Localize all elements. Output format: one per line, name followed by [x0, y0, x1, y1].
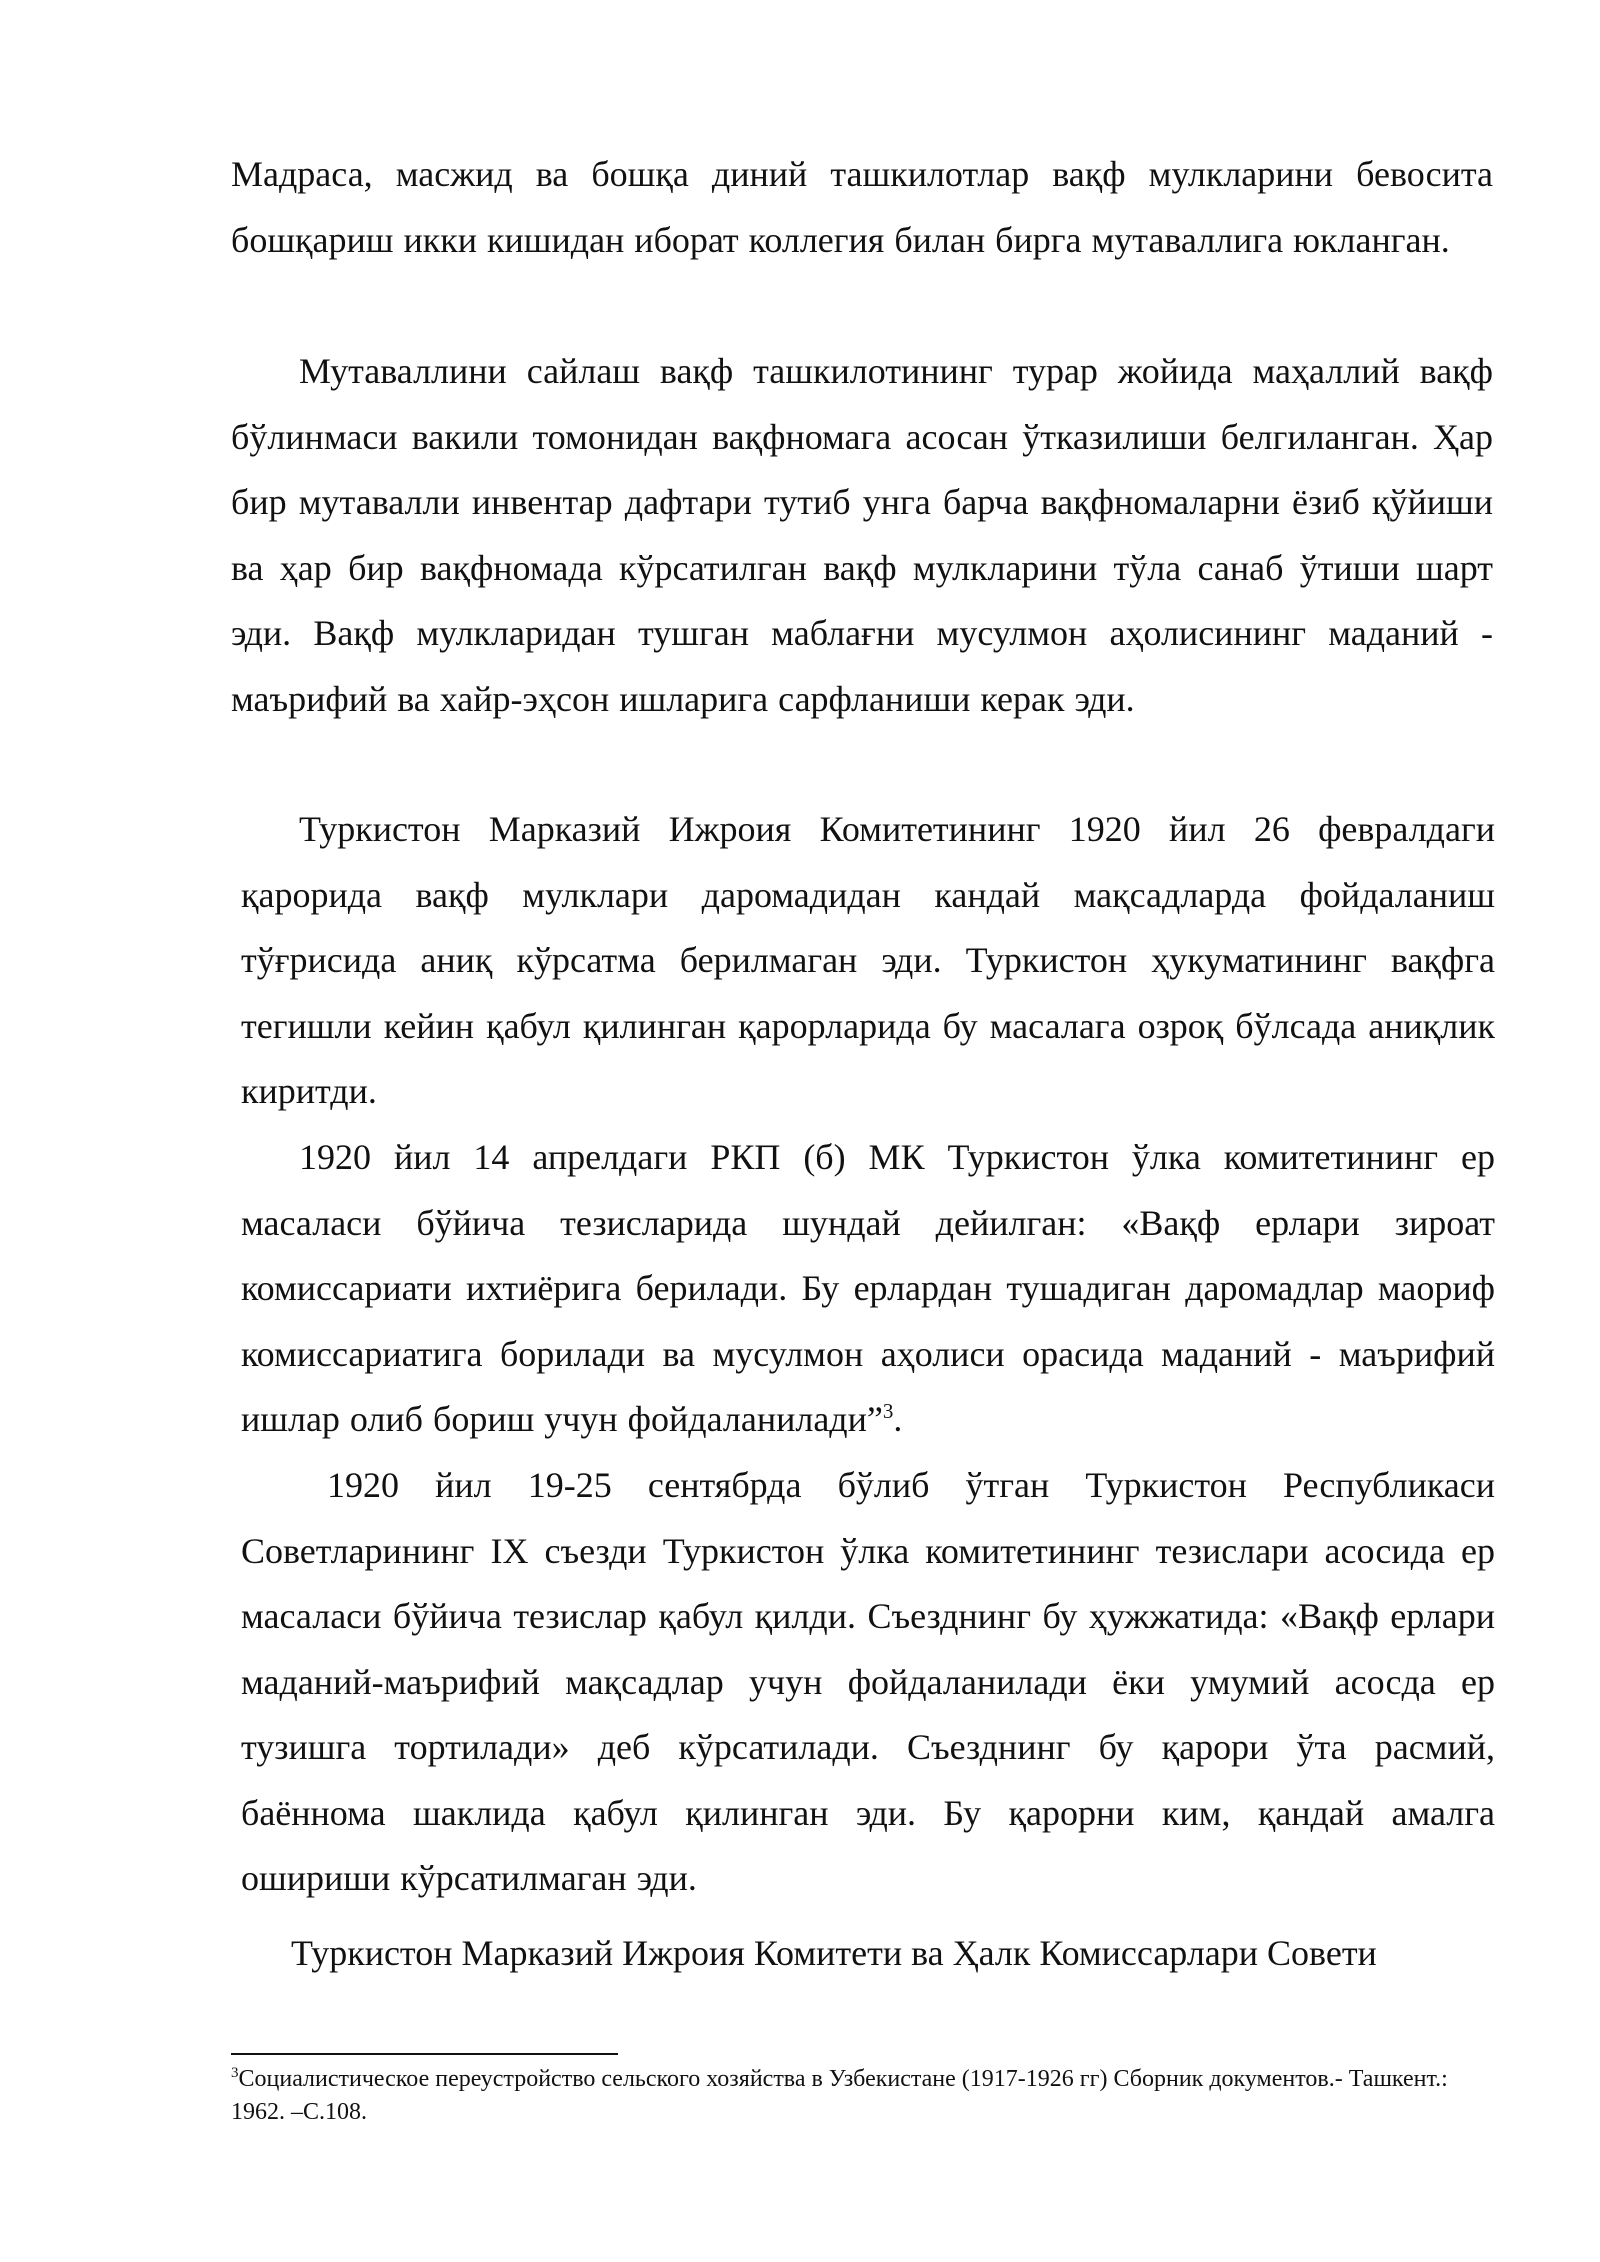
- paragraph-4: [241, 1125, 1495, 1453]
- paragraph-6: Туркистон Марказий Ижроия Комитети ва Ҳалк Комиссарлари Совети: [291, 1933, 1377, 1973]
- paragraph-2: Мутаваллини сайлаш вақф ташкилотининг турар жойида маҳаллий вақф бўлинмаси вакили томонидан вақфномага асосан ўтказилиши белгиланган. Ҳар бир мутавалли инвентар дафтари тутиб унга барча вақфномаларни ёзиб қўйиши ва ҳар бир вақфномада кўрсатилган вақф мулкларини тўла санаб ўтиши шарт эди. Вақф мулкларидан тушган маблағни мусулмон аҳолисининг маданий - маърифий ва хайр-эҳсон ишларига сарфланиши керак эди.: [231, 351, 1493, 719]
- paragraph-3: Туркистон Марказий Ижроия Комитетининг 1920 йил 26 февралдаги қарорида вақф мулклари даромадидан кандай мақсадларда фойдаланиш тўғрисида аниқ кўрсатма берилмаган эди. Туркистон ҳукуматининг вақфга тегишли кейин қабул қилинган қарорларида бу масалага озроқ бўлсада аниқлик киритди.: [241, 809, 1495, 1111]
- paragraph-4-text: 1920 йил 14 апрелдаги РКП (б) МК Туркистон ўлка комитетининг ер масаласи бўйича тезисларида шундай дейилган: «Вақф ерлари зироат комиссариати ихтиёрига берилади. Бу ерлардан тушадиган даромадлар маориф комиссариатига борилади ва мусулмон аҳолиси орасида маданий - маърифий ишлар олиб бориш учун фойдаланилади”: [241, 1137, 1495, 1439]
- footnote-reference: 3: [882, 1399, 894, 1423]
- footnote-divider: [231, 2053, 618, 2055]
- paragraph-1: Мадраса, масжид ва бошқа диний ташкилотлар вақф мулкларини бевосита бошқариш икки кишидан иборат коллегия билан бирга мутаваллига юкланган.: [231, 154, 1493, 260]
- footnote-mark: 3: [231, 2065, 239, 2081]
- footnote: [231, 2063, 1495, 2129]
- paragraph-5: 1920 йил 19-25 сентябрда бўлиб ўтган Туркистон Республикаси Советларининг IX съезди Туркистон ўлка комитетининг тезислари асосида ер масаласи бўйича тезислар қабул қилди. Съезднинг бу ҳужжатида: «Вақф ерлари маданий-маърифий мақсадлар учун фойдаланилади ёки умумий асосда ер тузишга тортилади» деб кўрсатилади. Съезднинг бу қарори ўта расмий, баённома шаклида қабул қилинган эди. Бу қарорни ким, қандай амалга ошириши кўрсатилмаган эди.: [241, 1465, 1495, 1898]
- paragraph-4-trailing-period: .: [893, 1399, 903, 1439]
- footnote-text: Социалистическое переустройство сельского хозяйства в Узбекистане (1917-1926 гг) Сборник документов.- Ташкент.: 1962. –С.108.: [231, 2066, 1448, 2125]
